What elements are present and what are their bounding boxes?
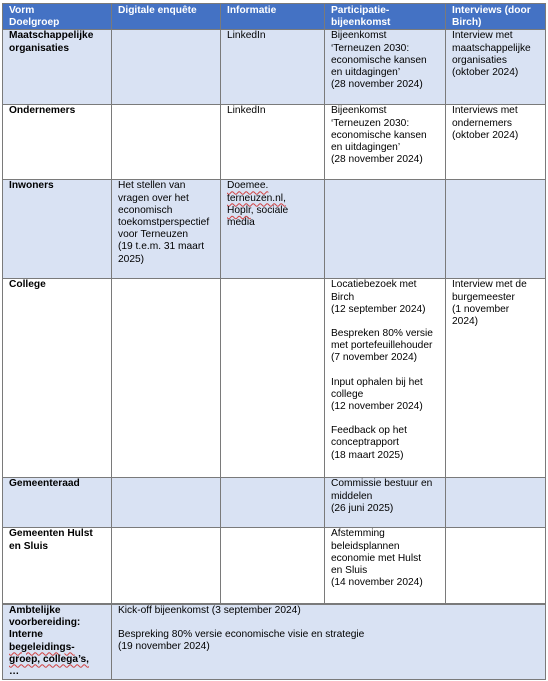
cell-line: conceptrapport [331, 437, 399, 449]
cell-line: ‘Terneuzen 2030: [331, 42, 410, 54]
spellcheck-word: terneuzen.nl, [227, 192, 286, 204]
cell-line: met portefeuillehouder [331, 340, 433, 352]
participatie-cell [325, 528, 446, 604]
cell-line: middelen [331, 490, 373, 502]
doelgroep-cell [3, 30, 112, 105]
header-interviews [446, 4, 546, 30]
doelgroep-cell [3, 105, 112, 180]
activity-item [331, 478, 439, 515]
informatie-cell [221, 279, 325, 478]
spellcheck-word: Hoplr [227, 204, 251, 216]
cell-line: (18 maart 2025) [331, 449, 404, 461]
doelgroep-cell [3, 279, 112, 478]
cell-line: Input ophalen bij het [331, 376, 423, 388]
cell-line: ondernemers [452, 117, 513, 129]
cell-line: Interviews met [452, 105, 518, 117]
doelgroep-cell [3, 604, 112, 680]
cell-line: Maatschappelijke [9, 30, 94, 42]
activity-item [331, 425, 439, 462]
cell-line: Afstemming [331, 528, 385, 540]
cell-line: voorbereiding: [9, 617, 81, 629]
doelgroep-cell [3, 528, 112, 604]
cell-line: en Sluis [9, 540, 49, 552]
activity-item [118, 629, 539, 653]
paragraph-gap [331, 365, 439, 377]
informatie-cell [221, 105, 325, 180]
enquete-cell [112, 105, 221, 180]
cell-line: ‘Terneuzen 2030: [331, 117, 410, 129]
cell-line: Gemeenten Hulst [9, 528, 93, 540]
header-line: Vorm [9, 5, 35, 16]
activity-item [331, 377, 439, 414]
cell-line: LinkedIn [227, 105, 266, 117]
header-line: Doelgroep [9, 17, 60, 29]
cell-line: (19 t.e.m. 31 maart [118, 241, 205, 253]
cell-line [227, 193, 318, 205]
header-line: Interviews (door [452, 5, 531, 16]
cell-line: … [9, 665, 20, 677]
cell-line: Locatiebezoek met [331, 279, 417, 291]
cell-line [9, 642, 105, 654]
cell-line: (26 juni 2025) [331, 502, 394, 514]
cell-line [227, 180, 318, 192]
cell-line: organisaties [452, 54, 507, 66]
enquete-cell [112, 279, 221, 478]
cell-line: (12 september 2024) [331, 303, 426, 315]
doelgroep-cell [3, 180, 112, 279]
activity-item [331, 279, 439, 316]
header-line: Informatie [227, 5, 277, 16]
spellcheck-word: groep, collega’s, [9, 653, 90, 665]
spellcheck-word: Doemee. [227, 180, 269, 192]
spellcheck-word: begeleidings- [9, 641, 75, 653]
cell-line: Kick-off bijeenkomst (3 september 2024) [118, 604, 301, 616]
cell-line: economische kansen [331, 129, 427, 141]
enquete-cell [112, 180, 221, 279]
cell-line: voor Terneuzen [118, 229, 189, 241]
header-enquete [112, 4, 221, 30]
ambtelijk-activities-cell [112, 604, 546, 680]
table-row [3, 279, 546, 478]
paragraph-gap [331, 413, 439, 425]
informatie-cell [221, 30, 325, 105]
cell-line: (12 november 2024) [331, 401, 423, 413]
header-line: Participatie- [331, 5, 390, 16]
cell-line: (7 november 2024) [331, 352, 418, 364]
cell-line: (1 november [452, 303, 510, 315]
cell-line: college [331, 388, 364, 400]
cell-line: en uitdagingen’ [331, 67, 401, 79]
cell-line: Interview met [452, 30, 513, 42]
cell-line: Birch [331, 291, 355, 303]
cell-line: Het stellen van [118, 180, 186, 192]
informatie-cell [221, 528, 325, 604]
activity-item [331, 528, 439, 589]
header-row [3, 4, 546, 30]
cell-line: en Sluis [331, 565, 368, 577]
informatie-cell [221, 478, 325, 528]
participatie-cell [325, 180, 446, 279]
activity-item [331, 328, 439, 365]
participatie-cell [325, 478, 446, 528]
cell-line: Ondernemers [9, 105, 76, 117]
header-doelgroep [3, 4, 112, 30]
cell-line: LinkedIn [227, 30, 266, 42]
cell-line: Bijeenkomst [331, 105, 387, 117]
cell-line: (oktober 2024) [452, 67, 519, 79]
cell-line: (28 november 2024) [331, 79, 423, 91]
cell-line: organisaties [9, 42, 70, 54]
cell-line: Inwoners [9, 180, 54, 192]
table-row [3, 478, 546, 528]
cell-line: 2025) [118, 253, 145, 265]
cell-line: Feedback op het [331, 425, 407, 437]
cell-line: 2024) [452, 316, 479, 328]
cell-line: (oktober 2024) [452, 129, 519, 141]
interviews-cell [446, 30, 546, 105]
enquete-cell [112, 30, 221, 105]
participatie-cell [325, 105, 446, 180]
enquete-cell [112, 528, 221, 604]
cell-line: (14 november 2024) [331, 577, 423, 589]
cell-line: College [9, 279, 46, 291]
header-informatie [221, 4, 325, 30]
cell-line: (28 november 2024) [331, 154, 423, 166]
cell-line: (19 november 2024) [118, 641, 210, 653]
interviews-cell [446, 180, 546, 279]
cell-line: Bijeenkomst [331, 30, 387, 42]
interviews-cell [446, 105, 546, 180]
table-row-ambtelijk [3, 604, 546, 680]
header-participatie [325, 4, 446, 30]
activity-item [331, 30, 439, 91]
cell-line: maatschappelijke [452, 42, 531, 54]
table-row [3, 180, 546, 279]
table-row [3, 528, 546, 604]
table-row [3, 30, 546, 105]
cell-line: beleidsplannen [331, 540, 400, 552]
participatie-cell [325, 279, 446, 478]
cell-line: Interne [9, 629, 43, 641]
cell-line: toekomstperspectief [118, 217, 210, 229]
cell-line: economie met Hulst [331, 552, 422, 564]
header-line: Digitale enquête [118, 5, 197, 16]
doelgroep-cell [3, 478, 112, 528]
table-row [3, 105, 546, 180]
interviews-cell [446, 528, 546, 604]
header-line: bijeenkomst [331, 17, 391, 29]
enquete-cell [112, 478, 221, 528]
cell-line: Hoplr, sociale [227, 204, 289, 216]
cell-line: economische kansen [331, 54, 427, 66]
informatie-cell [221, 180, 325, 279]
participatie-cell [325, 30, 446, 105]
cell-line: media [227, 217, 255, 229]
cell-line: Commissie bestuur en [331, 478, 433, 490]
cell-line: Bespreken 80% versie [331, 328, 433, 340]
cell-line: Gemeenteraad [9, 478, 80, 490]
cell-line: vragen over het [118, 192, 189, 204]
cell-line [9, 654, 105, 666]
participation-table [2, 3, 546, 680]
cell-line: economisch [118, 204, 173, 216]
cell-line: Ambtelijke [9, 604, 61, 616]
cell-line: en uitdagingen’ [331, 142, 401, 154]
paragraph-gap [331, 316, 439, 328]
interviews-cell [446, 478, 546, 528]
cell-line: Interview met de [452, 279, 527, 291]
cell-line: burgemeester [452, 291, 515, 303]
paragraph-gap [118, 617, 539, 629]
cell-line: Bespreking 80% versie economische visie en strategie [118, 629, 365, 641]
header-line: Birch) [452, 17, 482, 29]
interviews-cell [446, 279, 546, 478]
activity-item [331, 105, 439, 166]
activity-item [118, 605, 539, 617]
